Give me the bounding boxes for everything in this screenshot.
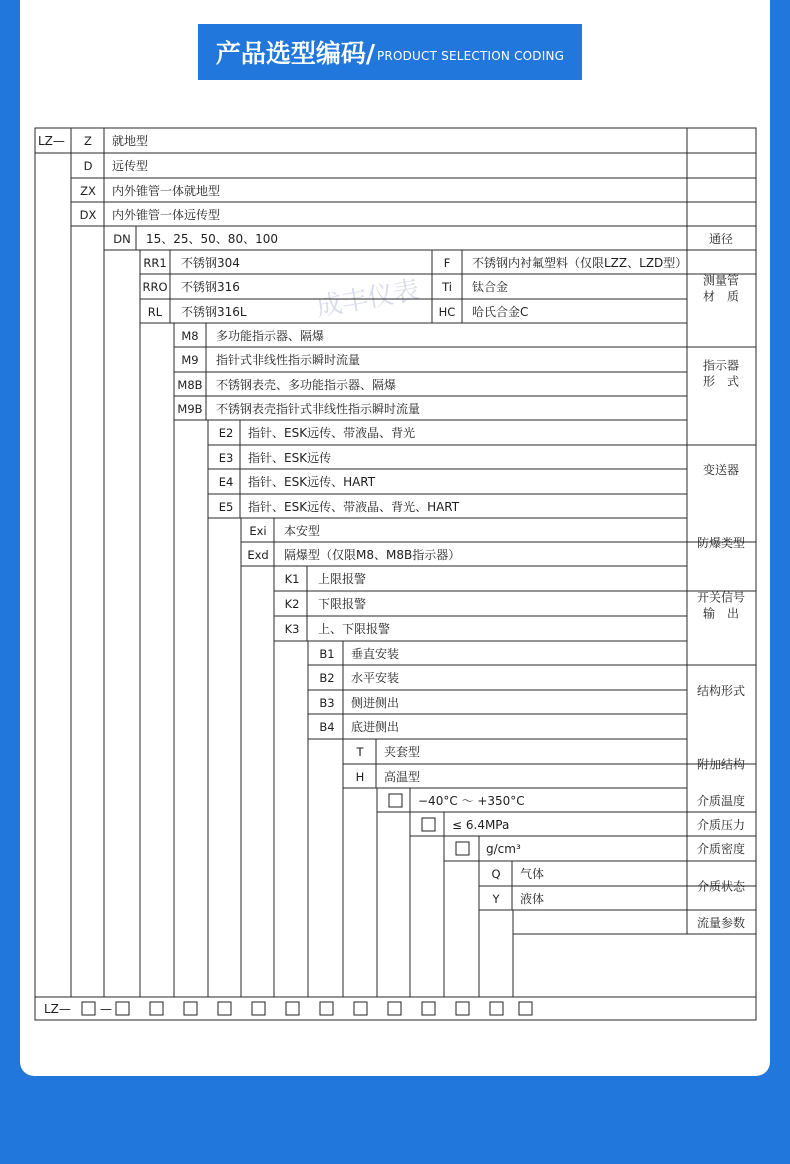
group-label: 附加结构 xyxy=(696,757,746,772)
option-description: 下限报警 xyxy=(318,597,367,611)
option-description: 上限报警 xyxy=(318,572,367,586)
option-code: T xyxy=(356,745,364,759)
model-prefix-code: LZ— xyxy=(38,134,65,148)
option-description: 不锈钢316L xyxy=(181,305,247,319)
option-description: −40°C ～ +350°C xyxy=(418,794,525,808)
group-label: 介质状态 xyxy=(696,879,746,894)
option-code: K3 xyxy=(284,622,300,636)
option-code: E4 xyxy=(218,475,234,489)
option-description: 内外锥管一体远传型 xyxy=(112,208,221,222)
code-slot-box xyxy=(286,1002,299,1015)
code-slot-box xyxy=(354,1002,367,1015)
option-code: RL xyxy=(147,305,163,319)
option-description: ≤ 6.4MPa xyxy=(452,818,510,832)
option-description: 侧进侧出 xyxy=(351,696,400,710)
option-description: 不锈钢304 xyxy=(181,256,240,270)
option-description: 气体 xyxy=(520,867,545,881)
option-code: H xyxy=(355,770,365,784)
group-label: 材 质 xyxy=(702,289,740,304)
option-description: 15、25、50、80、100 xyxy=(146,232,278,246)
option-description: 远传型 xyxy=(112,159,149,173)
option-description: 水平安装 xyxy=(351,671,400,685)
option-description: 哈氏合金C xyxy=(472,305,529,319)
option-description: 不锈钢表壳指针式非线性指示瞬时流量 xyxy=(216,402,421,416)
option-description: 隔爆型（仅限M8、M8B指示器） xyxy=(284,548,461,562)
option-description: 内外锥管一体就地型 xyxy=(112,184,221,198)
option-description: 指针、ESK远传、HART xyxy=(248,475,376,489)
option-code: HC xyxy=(438,305,456,319)
coding-line-dash: — xyxy=(100,1002,112,1016)
option-description: 夹套型 xyxy=(384,745,421,759)
option-code: B3 xyxy=(319,696,335,710)
group-label: 通径 xyxy=(708,232,734,246)
option-code: B4 xyxy=(319,720,335,734)
group-label: 变送器 xyxy=(702,463,740,477)
group-label: 结构形式 xyxy=(696,684,746,698)
option-code: ZX xyxy=(80,184,96,198)
group-label: 介质密度 xyxy=(696,842,746,856)
option-code: RR1 xyxy=(143,256,167,270)
group-label: 介质压力 xyxy=(696,818,746,832)
group-label: 介质温度 xyxy=(696,794,746,808)
option-code: M9B xyxy=(177,402,203,416)
code-slot-box xyxy=(82,1002,95,1015)
option-code: DX xyxy=(79,208,97,222)
option-description: 指针、ESK远传、带液晶、背光 xyxy=(248,426,416,440)
option-code: E5 xyxy=(218,500,234,514)
code-slot-box xyxy=(422,1002,435,1015)
option-code: Ti xyxy=(442,280,452,294)
code-slot-box xyxy=(388,1002,401,1015)
title-english: PRODUCT SELECTION CODING xyxy=(376,49,565,63)
option-code: RRO xyxy=(142,280,168,294)
code-slot-box xyxy=(320,1002,333,1015)
option-code: M8B xyxy=(177,378,203,392)
coding-line-prefix: LZ— xyxy=(44,1002,71,1016)
option-code: Q xyxy=(491,867,501,881)
option-description: 指针、ESK远传、带液晶、背光、HART xyxy=(248,500,460,514)
option-code: F xyxy=(443,256,451,270)
option-description: 上、下限报警 xyxy=(318,622,391,636)
option-code: DN xyxy=(113,232,131,246)
group-label: 指示器 xyxy=(702,358,740,373)
group-label: 防爆类型 xyxy=(696,536,746,550)
option-code: B2 xyxy=(319,671,335,685)
option-code: B1 xyxy=(319,647,335,661)
option-description: 本安型 xyxy=(284,524,321,538)
option-code: Exi xyxy=(249,524,267,538)
code-slot-box xyxy=(184,1002,197,1015)
option-description: 液体 xyxy=(520,892,545,906)
code-slot-box xyxy=(456,1002,469,1015)
code-slot-box xyxy=(519,1002,532,1015)
option-code: E2 xyxy=(218,426,234,440)
option-code: M8 xyxy=(181,329,199,343)
option-description: 指针式非线性指示瞬时流量 xyxy=(216,353,361,367)
selection-box xyxy=(389,794,402,807)
code-slot-box xyxy=(218,1002,231,1015)
code-slot-box xyxy=(150,1002,163,1015)
option-code: Z xyxy=(84,134,92,148)
option-code: E3 xyxy=(218,451,234,465)
option-code: Y xyxy=(492,892,500,906)
watermark-text: 成丰仪表 xyxy=(314,275,422,323)
option-description: 底进侧出 xyxy=(351,720,400,734)
option-description: 就地型 xyxy=(112,134,149,148)
selection-box xyxy=(422,818,435,831)
option-code: M9 xyxy=(181,353,199,367)
group-label: 形 式 xyxy=(702,374,740,389)
option-description: 不锈钢316 xyxy=(181,280,240,294)
option-code: K1 xyxy=(284,572,300,586)
option-description: g/cm³ xyxy=(486,842,521,856)
option-description: 高温型 xyxy=(384,770,421,784)
group-label: 流量参数 xyxy=(696,916,746,930)
option-code: K2 xyxy=(284,597,300,611)
option-description: 钛合金 xyxy=(472,280,509,294)
group-label: 开关信号 xyxy=(696,590,746,605)
option-description: 多功能指示器、隔爆 xyxy=(216,329,325,343)
group-label: 输 出 xyxy=(702,606,740,621)
option-code: D xyxy=(83,159,93,173)
option-description: 垂直安装 xyxy=(351,647,400,661)
group-label: 测量管 xyxy=(702,273,740,288)
selection-box xyxy=(456,842,469,855)
option-description: 指针、ESK远传 xyxy=(248,451,332,465)
title-chinese: 产品选型编码/ xyxy=(215,39,375,68)
code-slot-box xyxy=(116,1002,129,1015)
code-slot-box xyxy=(252,1002,265,1015)
option-description: 不锈钢内衬氟塑料（仅限LZZ、LZD型） xyxy=(472,256,688,270)
code-slot-box xyxy=(490,1002,503,1015)
option-code: Exd xyxy=(247,548,269,562)
option-description: 不锈钢表壳、多功能指示器、隔爆 xyxy=(216,378,397,392)
